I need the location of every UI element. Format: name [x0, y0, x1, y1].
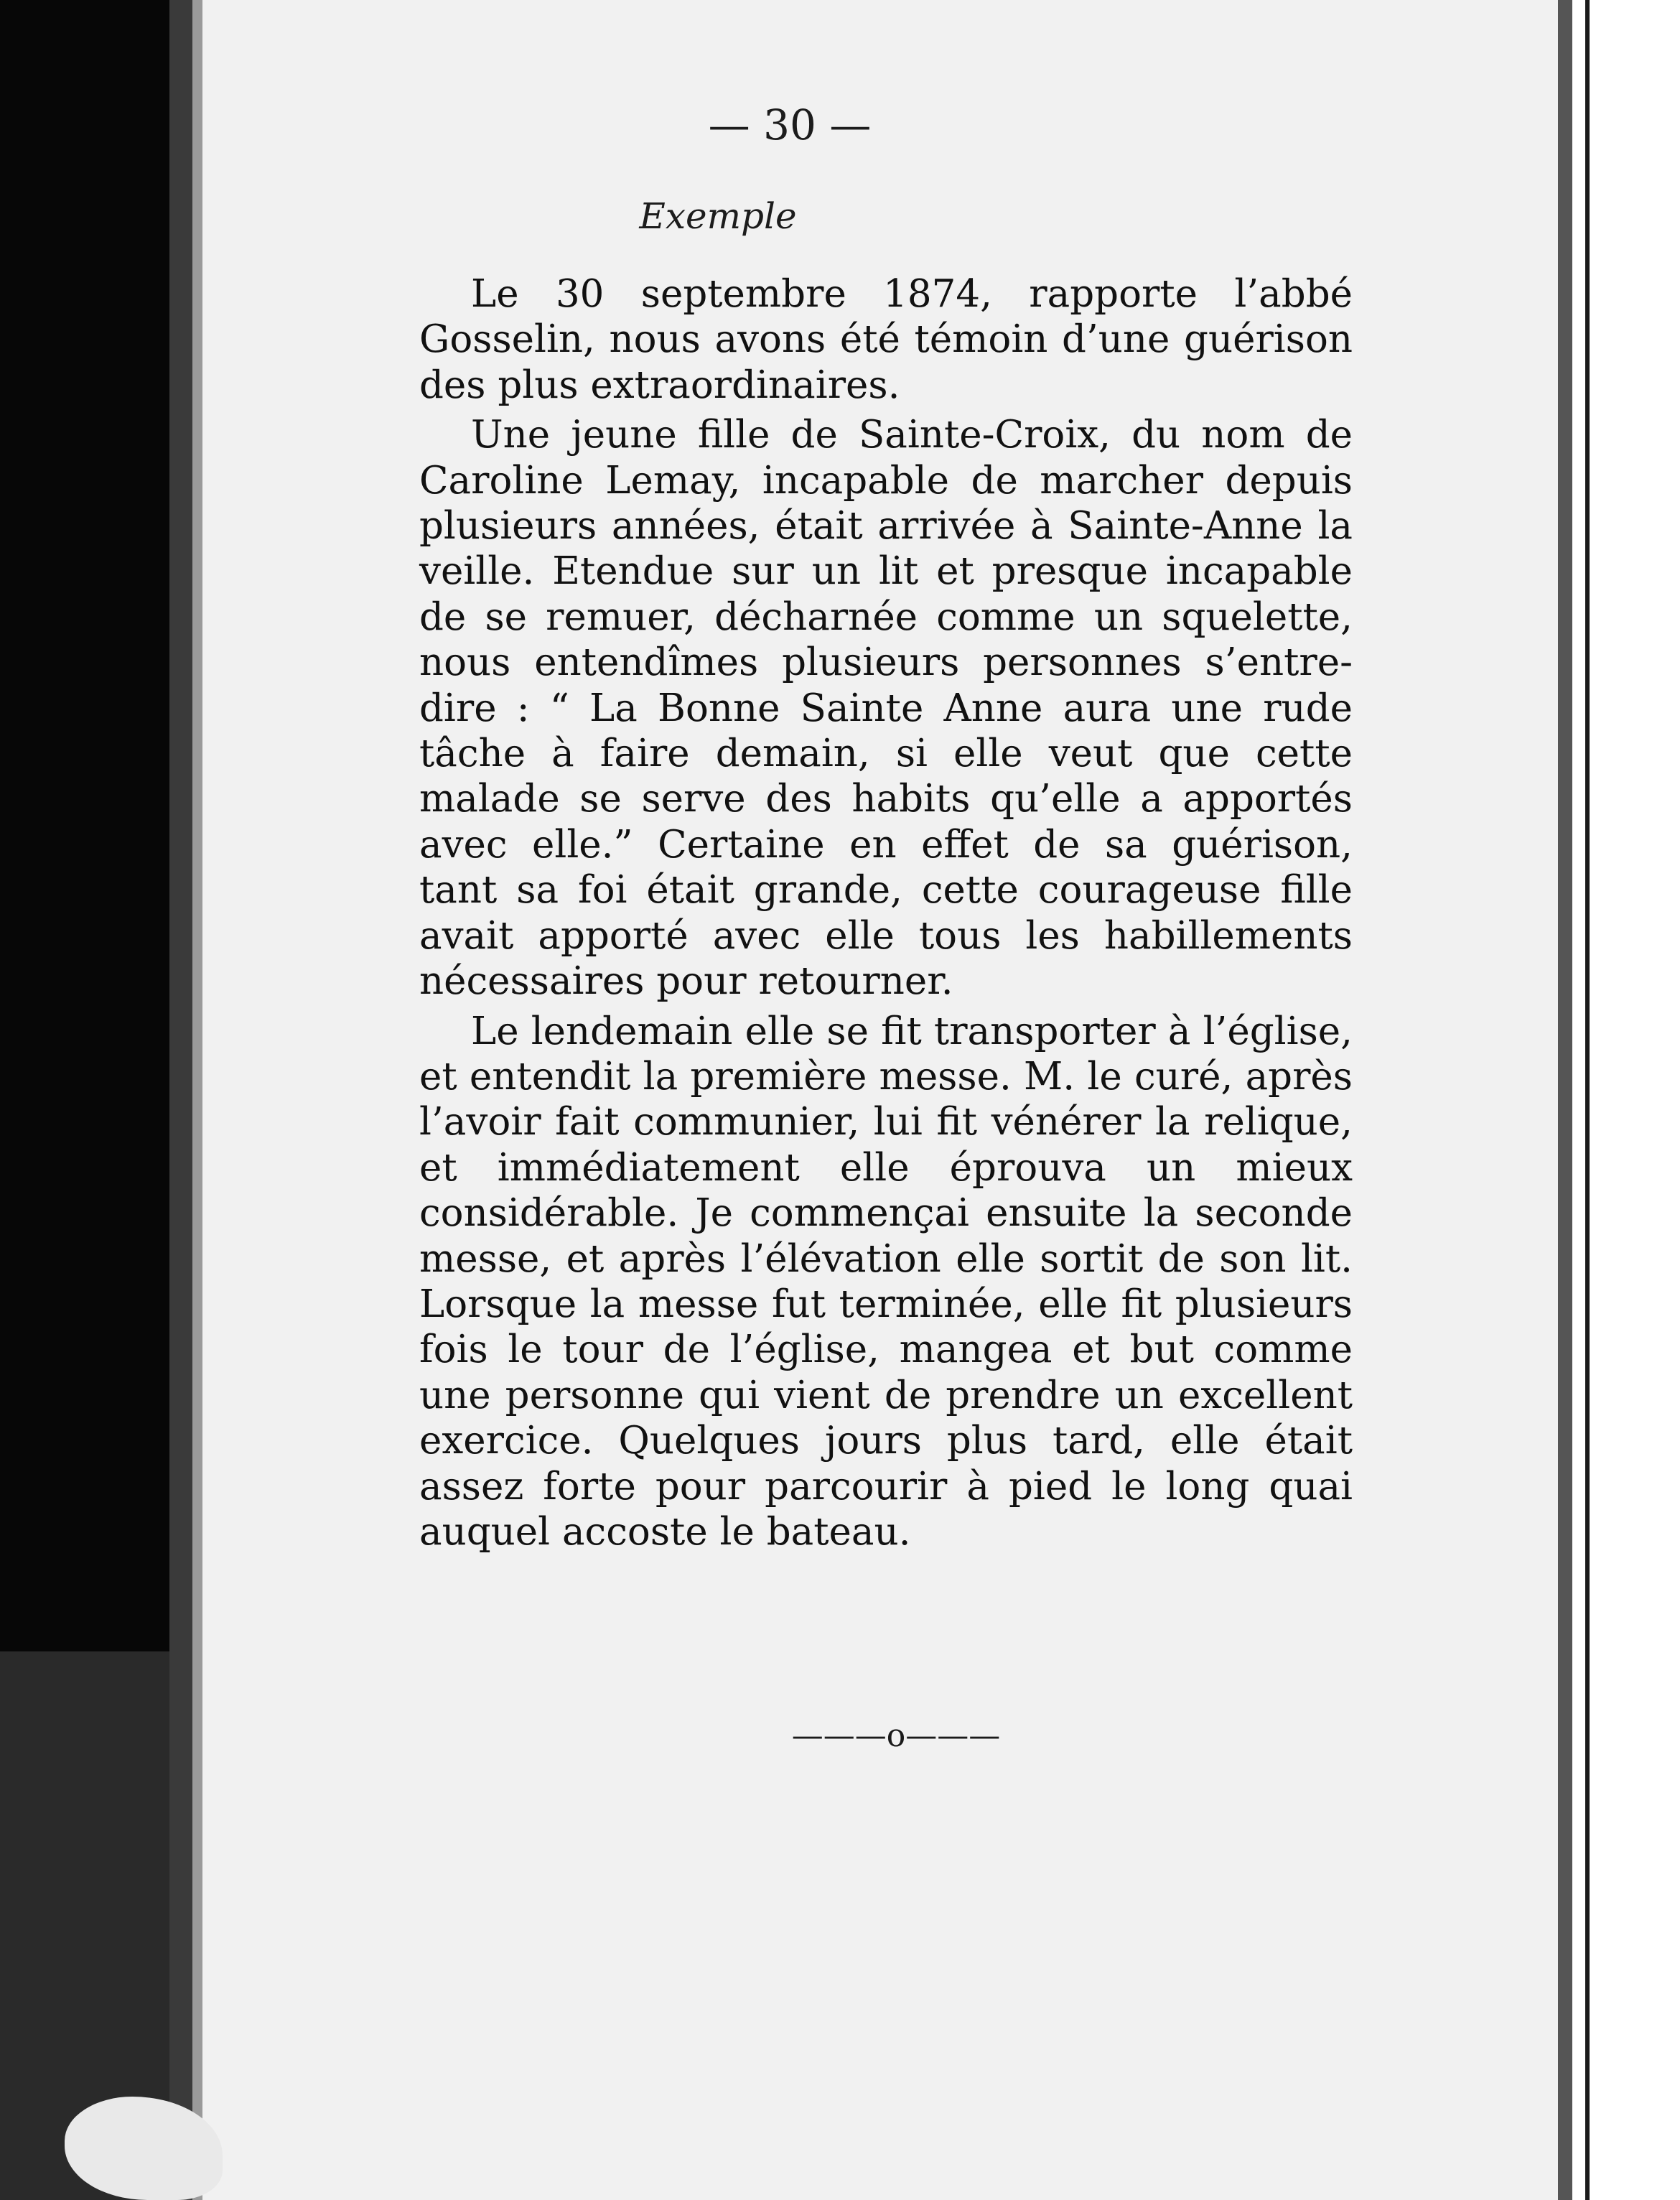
body-text	[419, 271, 1353, 1555]
section-heading: Exemple	[639, 195, 797, 237]
section-end-ornament: ———o———	[791, 1717, 1001, 1754]
spine-shadow	[169, 0, 192, 2200]
page-number: — 30 —	[708, 101, 872, 149]
paragraph-2: Une jeune fille de Sainte-Croix, du nom de Caroline Lemay, incapable de marcher depuis plusieurs années, était arrivée à Sainte-Anne la veille. Etendue sur un lit et presque incapable de se remuer, décharnée comme un squelette, nous entendîmes plusieurs personnes s’entre-dire : “ La Bonne Sainte Anne aura une rude tâche à faire demain, si elle veut que cette malade se serve des habits qu’elle a apportés avec elle.” Certaine en effet de sa guérison, tant sa foi était grande, cette courageuse fille avait apporté avec elle tous les habillements nécessaires pour retourner.	[419, 413, 1353, 1004]
spine-shadow-inner	[192, 0, 202, 2200]
paragraph-1: Le 30 septembre 1874, rapporte l’abbé Gosselin, nous avons été témoin d’une guérison des plus extraordinaires.	[419, 272, 1353, 407]
adjacent-page-edge	[1585, 0, 1590, 2200]
paragraph-3: Le lendemain elle se fit transporter à l’église, et entendit la première messe. M. le curé, après l’avoir fait communier, lui fit vénérer la relique, et immédiatement elle éprouva un mieux considérable. Je commençai ensuite la seconde messe, et après l’élévation elle sortit de son lit. Lorsque la messe fut terminée, elle fit plusieurs fois le tour de l’église, mangea et but comme une personne qui vient de prendre un excellent exercice. Quelques jours plus tard, elle était assez forte pour parcourir à pied le long quai auquel accoste le bateau.	[419, 1009, 1353, 1554]
page-gutter	[1558, 0, 1572, 2200]
